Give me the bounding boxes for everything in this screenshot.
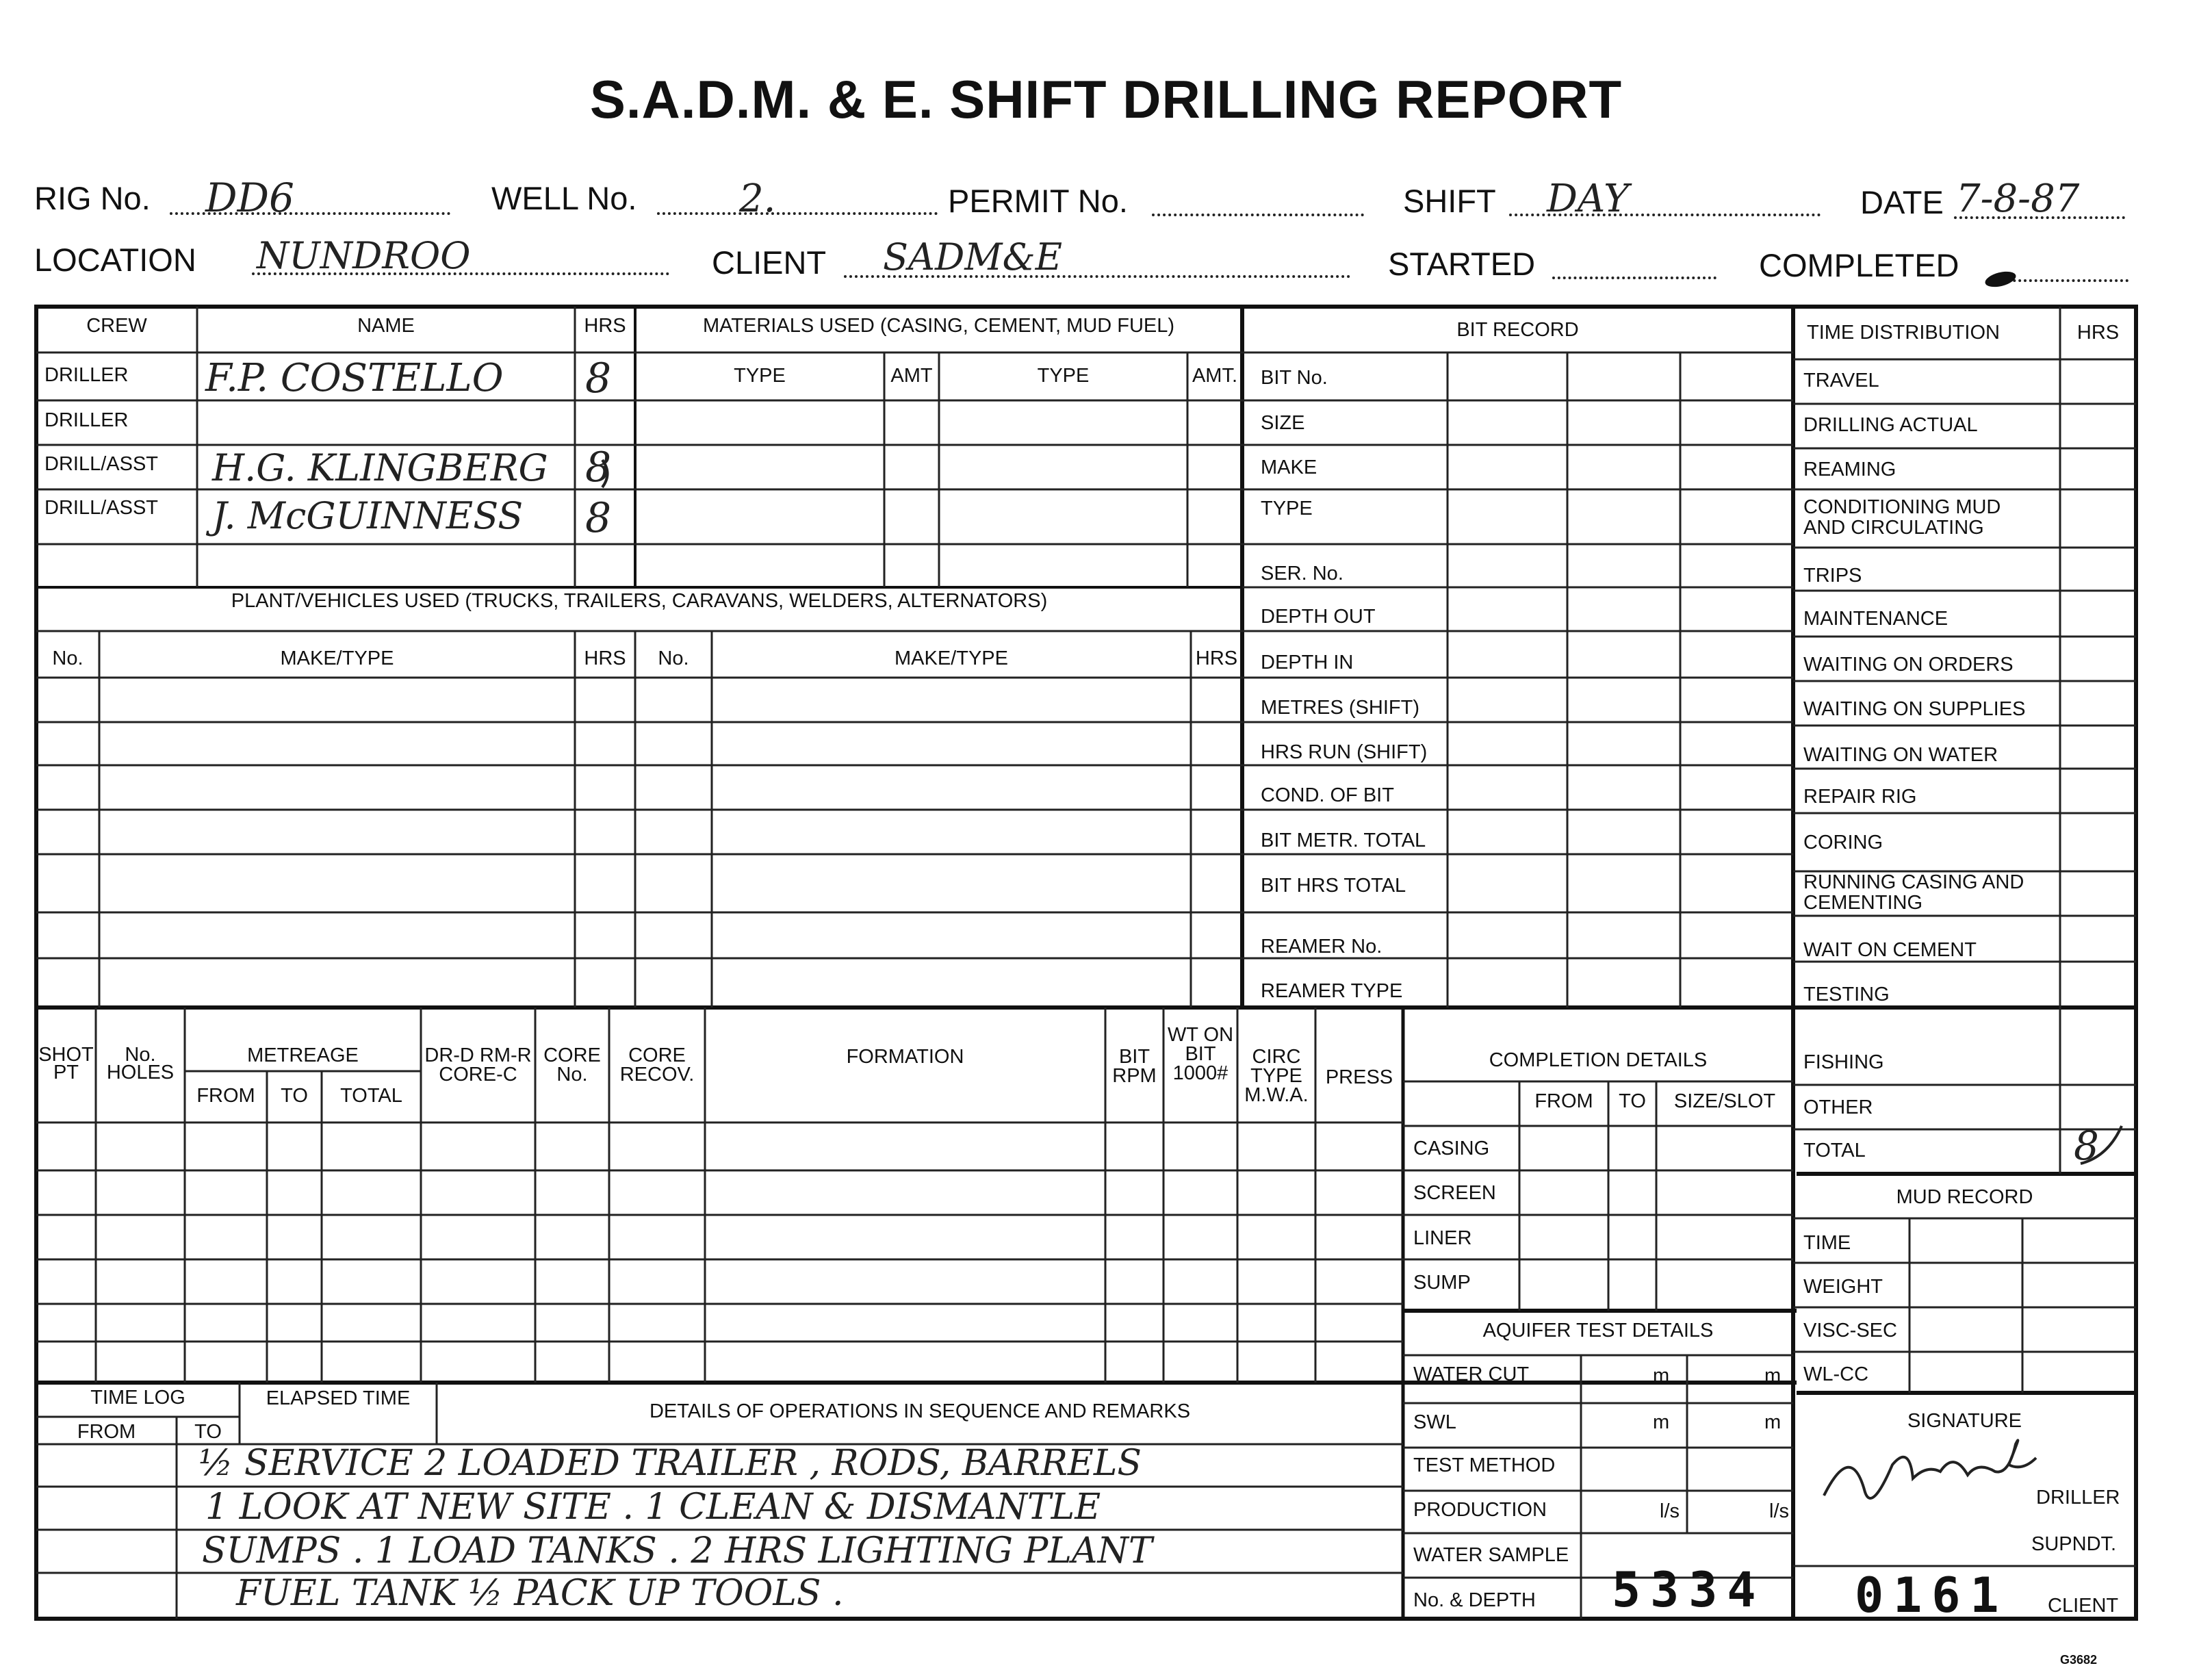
rig-no-label: RIG No. — [34, 180, 151, 216]
bit-row-depth-out: DEPTH OUT — [1261, 606, 1376, 628]
completion-size-slot: SIZE/SLOT — [1673, 1090, 1776, 1112]
bit-row-depth-in: DEPTH IN — [1261, 652, 1354, 673]
crew-name-3[interactable]: H.G. KLINGBERG — [212, 446, 548, 489]
mud-wl: WL-CC — [1803, 1363, 1869, 1385]
td-waiting-water: WAITING ON WATER — [1803, 744, 1998, 766]
materials-amt-header: AMT — [890, 365, 933, 387]
form-code: G3682 — [2060, 1653, 2098, 1667]
time-dist-header: TIME DISTRIBUTION — [1807, 322, 2000, 344]
completion-liner: LINER — [1413, 1227, 1472, 1249]
td-fishing: FISHING — [1803, 1051, 1884, 1073]
dt-total: TOTAL — [340, 1085, 402, 1107]
dt-no-holes: No. HOLES — [106, 1044, 175, 1083]
aquifer-depth-label: No. & DEPTH — [1413, 1589, 1536, 1611]
mud-time: TIME — [1803, 1232, 1851, 1254]
td-drilling-actual: DRILLING ACTUAL — [1803, 414, 1978, 436]
details-header: DETAILS OF OPERATIONS IN SEQUENCE AND REMARKS — [649, 1400, 1191, 1422]
name-header: NAME — [357, 315, 415, 337]
td-coring: CORING — [1803, 832, 1883, 854]
td-travel: TRAVEL — [1803, 370, 1879, 392]
crew-role-2: DRILLER — [44, 409, 129, 431]
crew-role-4: DRILL/ASST — [44, 497, 158, 519]
dt-drd: DR-D RM-R CORE-C — [424, 1044, 532, 1086]
dt-to: TO — [281, 1085, 308, 1107]
bit-row-metr-total: BIT METR. TOTAL — [1261, 830, 1426, 851]
location-value[interactable]: NUNDROO — [257, 234, 471, 277]
client-number: 0161 — [1855, 1567, 2009, 1624]
dt-from: FROM — [196, 1085, 255, 1107]
dt-shot-pt: SHOT PT — [38, 1044, 94, 1083]
plant-hrs2-header: HRS — [1195, 647, 1238, 669]
dt-press: PRESS — [1325, 1066, 1393, 1088]
bit-row-make: MAKE — [1261, 457, 1317, 478]
completion-header: COMPLETION DETAILS — [1489, 1049, 1708, 1071]
remark-line-4[interactable]: FUEL TANK ½ PACK UP TOOLS . — [236, 1573, 844, 1614]
td-testing: TESTING — [1803, 984, 1890, 1005]
aquifer-unit-m-1: m — [1653, 1365, 1670, 1387]
signature-client-label: CLIENT — [2048, 1595, 2119, 1617]
materials-type2-header: TYPE — [1037, 365, 1090, 387]
dt-formation: FORMATION — [846, 1046, 964, 1068]
completion-to: TO — [1619, 1090, 1646, 1112]
permit-no-label: PERMIT No. — [948, 183, 1128, 219]
signature-header: SIGNATURE — [1907, 1410, 2022, 1432]
started-label: STARTED — [1388, 246, 1536, 282]
client-label: CLIENT — [712, 244, 827, 281]
bit-row-hrs-total: BIT HRS TOTAL — [1261, 875, 1406, 897]
td-waiting-supplies: WAITING ON SUPPLIES — [1803, 698, 2026, 720]
materials-type-header: TYPE — [734, 365, 786, 387]
td-total-value[interactable]: 8 — [2074, 1122, 2099, 1169]
materials-amt2-header: AMT. — [1192, 365, 1238, 387]
well-no-value[interactable]: 2. — [739, 177, 776, 221]
td-total: TOTAL — [1803, 1140, 1866, 1162]
bit-row-size: SIZE — [1261, 412, 1305, 434]
time-dist-hrs-header: HRS — [2076, 322, 2120, 344]
aquifer-unit-ls-1: l/s — [1660, 1500, 1680, 1522]
td-other: OTHER — [1803, 1096, 1873, 1118]
mud-weight: WEIGHT — [1803, 1276, 1883, 1298]
completion-casing: CASING — [1413, 1138, 1490, 1159]
hrs-header: HRS — [584, 315, 626, 337]
plant-no2-header: No. — [658, 647, 689, 669]
dt-core-no: CORE No. — [543, 1044, 601, 1086]
td-trips: TRIPS — [1803, 565, 1862, 587]
dt-wt-on-bit: WT ON BIT 1000# — [1167, 1024, 1234, 1084]
plant-no-header: No. — [52, 647, 83, 669]
td-waiting-orders: WAITING ON ORDERS — [1803, 654, 2014, 676]
crew-hrs-3[interactable]: 8 — [585, 444, 612, 491]
crew-hrs-4[interactable]: 8 — [585, 494, 612, 542]
bit-record-header: BIT RECORD — [1456, 319, 1579, 341]
td-reaming: REAMING — [1803, 459, 1896, 480]
client-value[interactable]: SADM&E — [883, 235, 1063, 279]
bit-row-cond: COND. OF BIT — [1261, 784, 1394, 806]
bit-row-ser-no: SER. No. — [1261, 563, 1343, 585]
crew-role-1: DRILLER — [44, 364, 129, 386]
remark-line-1[interactable]: ½ SERVICE 2 LOADED TRAILER , RODS, BARRELS — [198, 1443, 1142, 1484]
td-repair-rig: REPAIR RIG — [1803, 786, 1917, 808]
crew-header: CREW — [86, 315, 147, 337]
aquifer-header: AQUIFER TEST DETAILS — [1482, 1320, 1714, 1342]
aquifer-production: PRODUCTION — [1413, 1499, 1547, 1521]
plant-hrs-header: HRS — [584, 647, 626, 669]
plant-make2-header: MAKE/TYPE — [895, 647, 1008, 669]
remark-line-2[interactable]: 1 LOOK AT NEW SITE . 1 CLEAN & DISMANTLE — [205, 1487, 1101, 1528]
crew-hrs-1[interactable]: 8 — [585, 355, 612, 402]
completion-sump: SUMP — [1413, 1272, 1471, 1294]
plant-header: PLANT/VEHICLES USED (TRUCKS, TRAILERS, CARAVANS, WELDERS, ALTERNATORS) — [231, 590, 1048, 612]
aquifer-unit-m-4: m — [1764, 1411, 1782, 1433]
remark-line-3[interactable]: SUMPS . 1 LOAD TANKS . 2 HRS LIGHTING PLANT — [202, 1530, 1153, 1571]
aquifer-test-method: TEST METHOD — [1413, 1454, 1556, 1476]
shift-value[interactable]: DAY — [1547, 177, 1630, 221]
crew-role-3: DRILL/ASST — [44, 453, 158, 475]
shift-label: SHIFT — [1403, 183, 1496, 219]
signature-supndt-label: SUPNDT. — [2031, 1533, 2117, 1555]
bit-row-metres-shift: METRES (SHIFT) — [1261, 697, 1419, 719]
crew-name-1[interactable]: F.P. COSTELLO — [205, 356, 504, 400]
dt-circ-type: CIRC TYPE M.W.A. — [1244, 1046, 1309, 1106]
location-label: LOCATION — [34, 242, 196, 278]
time-log-to: TO — [194, 1421, 222, 1443]
page-title: S.A.D.M. & E. SHIFT DRILLING REPORT — [589, 69, 1623, 129]
mud-visc: VISC-SEC — [1803, 1320, 1897, 1342]
aquifer-unit-ls-2: l/s — [1769, 1500, 1789, 1522]
rig-no-value[interactable]: DD6 — [205, 175, 294, 221]
date-value[interactable]: 7-8-87 — [1956, 177, 2080, 221]
td-wait-cement: WAIT ON CEMENT — [1803, 939, 1977, 961]
aquifer-swl: SWL — [1413, 1411, 1456, 1433]
aquifer-depth-value: 5334 — [1612, 1562, 1766, 1618]
driller-signature — [1824, 1451, 2029, 1513]
aquifer-water-sample: WATER SAMPLE — [1413, 1544, 1569, 1566]
completion-screen: SCREEN — [1413, 1182, 1496, 1204]
date-label: DATE — [1860, 184, 1944, 220]
time-log-header: TIME LOG — [90, 1387, 185, 1409]
mud-record-header: MUD RECORD — [1896, 1186, 2033, 1208]
dt-core-recov: CORE RECOV. — [619, 1044, 695, 1086]
completion-from: FROM — [1534, 1090, 1593, 1112]
bit-row-reamer-no: REAMER No. — [1261, 936, 1382, 958]
td-running-casing: RUNNING CASING AND CEMENTING — [1803, 871, 2024, 914]
bit-row-reamer-type: REAMER TYPE — [1261, 980, 1403, 1002]
bit-row-hrs-run: HRS RUN (SHIFT) — [1261, 741, 1428, 763]
plant-make-header: MAKE/TYPE — [280, 647, 394, 669]
dt-metreage: METREAGE — [247, 1044, 359, 1066]
bit-row-type: TYPE — [1261, 498, 1313, 519]
time-log-from: FROM — [77, 1421, 136, 1443]
aquifer-water-cut: WATER CUT — [1413, 1363, 1530, 1385]
td-maintenance: MAINTENANCE — [1803, 608, 1949, 630]
dt-bit-rpm: BIT RPM — [1112, 1046, 1157, 1087]
aquifer-unit-m-2: m — [1764, 1365, 1782, 1387]
time-log-elapsed: ELAPSED TIME — [266, 1387, 411, 1409]
signature-driller-label: DRILLER — [2036, 1487, 2120, 1509]
td-conditioning: CONDITIONING MUD AND CIRCULATING — [1803, 496, 2001, 539]
crew-name-4[interactable]: J. McGUINNESS — [212, 494, 524, 537]
bit-row-bit-no: BIT No. — [1261, 367, 1328, 389]
well-no-label: WELL No. — [491, 180, 637, 216]
completed-label: COMPLETED — [1759, 247, 1959, 283]
materials-header: MATERIALS USED (CASING, CEMENT, MUD FUEL) — [702, 315, 1175, 337]
aquifer-unit-m-3: m — [1653, 1411, 1670, 1433]
